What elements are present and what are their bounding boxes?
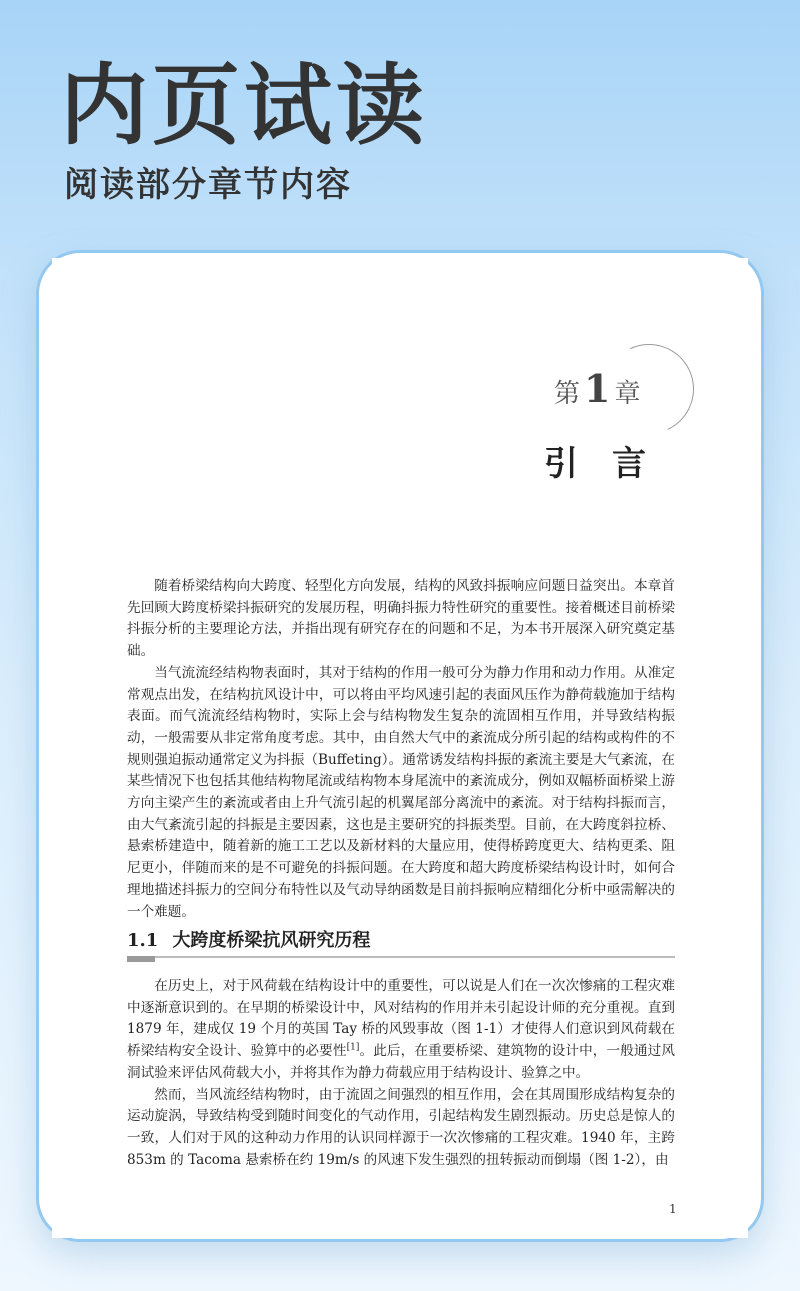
citation-ref: [1] [346, 1042, 360, 1053]
section-paragraph: 然而，当风流经结构物时，由于流固之间强烈的相互作用，会在其周围形成结构复杂的运动旋涡，导致结构受到随时间变化的气动作用，引起结构发生剧烈振动。历史总是惊人的一致，人们对于风的这种动力作用的认识同样源于一次次惨痛的工程灾难。1940 年，主跨 853m 的 Tacoma 悬索桥在约 19m/s 的风速下发生强烈的扭转振动而倒塌（图 1-2），由 [127, 1086, 675, 1168]
section-paragraph [127, 976, 675, 1085]
intro-text [127, 576, 675, 923]
chapter-label [554, 366, 640, 411]
intro-paragraph: 当气流流经结构物表面时，其对于结构的作用一般可分为静力作用和动力作用。从准定常观点出发，在结构抗风设计中，可以将由平均风速引起的表面风压作为静荷载施加于结构表面。而气流流经结构物时，实际上会与结构物发生复杂的流固相互作用，并导致结构振动，一般需要从非定常角度考虑。其中，由自然大气中的紊流成分所引起的结构或构件的不规则强迫振动通常定义为抖振（Buffeting）。通常诱发结构抖振的紊流主要是大气紊流，在某些情况下也包括其他结构物尾流或结构物本身尾流中的紊流成分，例如双幅桥面桥梁上游方向主梁产生的紊流或者由上升气流引起的机翼尾部分离流中的紊流。对于结构抖振而言，由大气紊流引起的抖振是主要因素，这也是主要研究的抖振类型。目前，在大跨度斜拉桥、悬索桥建造中，随着新的施工工艺以及新材料的大量应用，使得桥跨度更大、结构更柔、阻尼更小，伴随而来的是不可避免的抖振问题。在大跨度和超大跨度桥梁结构设计时，如何合理地描述抖振力的空间分布特性以及气动导纳函数是目前抖振响应精细化分析中亟需解决的一个难题。 [127, 664, 675, 920]
paragraph-text: 在历史上，对于风荷载在结构设计中的重要性，可以说是人们在一次次惨痛的工程灾难中逐渐意识到的。在早期的桥梁设计中，风对结构的作用并未引起设计师的充分重视。直到 1879 年，建成仅 19 个月的英国 Tay 桥的风毁事故（图 1-1）才使得人们意识到风荷载在桥梁结构安全设计、验算中的必要性 [127, 978, 675, 1060]
section-rule [127, 956, 675, 958]
page-title: 内页试读 [60, 54, 429, 157]
chapter-number: 1 [584, 366, 611, 411]
paragraph-text: 。此后，在重要桥梁、建筑物的设计中，一般通过风洞试验来评估风荷载大小，并将其作为静力荷载应用于结构设计、验算之中。 [127, 1043, 676, 1081]
intro-paragraph: 随着桥梁结构向大跨度、轻型化方向发展，结构的风致抖振响应问题日益突出。本章首先回顾大跨度桥梁抖振研究的发展历程，明确抖振力特性研究的重要性。接着概述目前桥梁抖振分析的主要理论方法，并指出现有研究存在的问题和不足，为本书开展深入研究奠定基础。 [127, 578, 675, 660]
chapter-title: 引言 [544, 444, 680, 484]
chapter-prefix: 第 [554, 379, 581, 409]
chapter-suffix: 章 [614, 379, 641, 409]
page-number: 1 [669, 1202, 677, 1216]
section-title: 大跨度桥梁抗风研究历程 [172, 930, 371, 951]
page-subtitle: 阅读部分章节内容 [64, 165, 352, 205]
section-number: 1.1 [127, 930, 159, 951]
section-text [127, 976, 675, 1171]
section-heading-block [127, 926, 675, 958]
book-page [52, 258, 748, 1238]
section-heading [127, 926, 675, 956]
